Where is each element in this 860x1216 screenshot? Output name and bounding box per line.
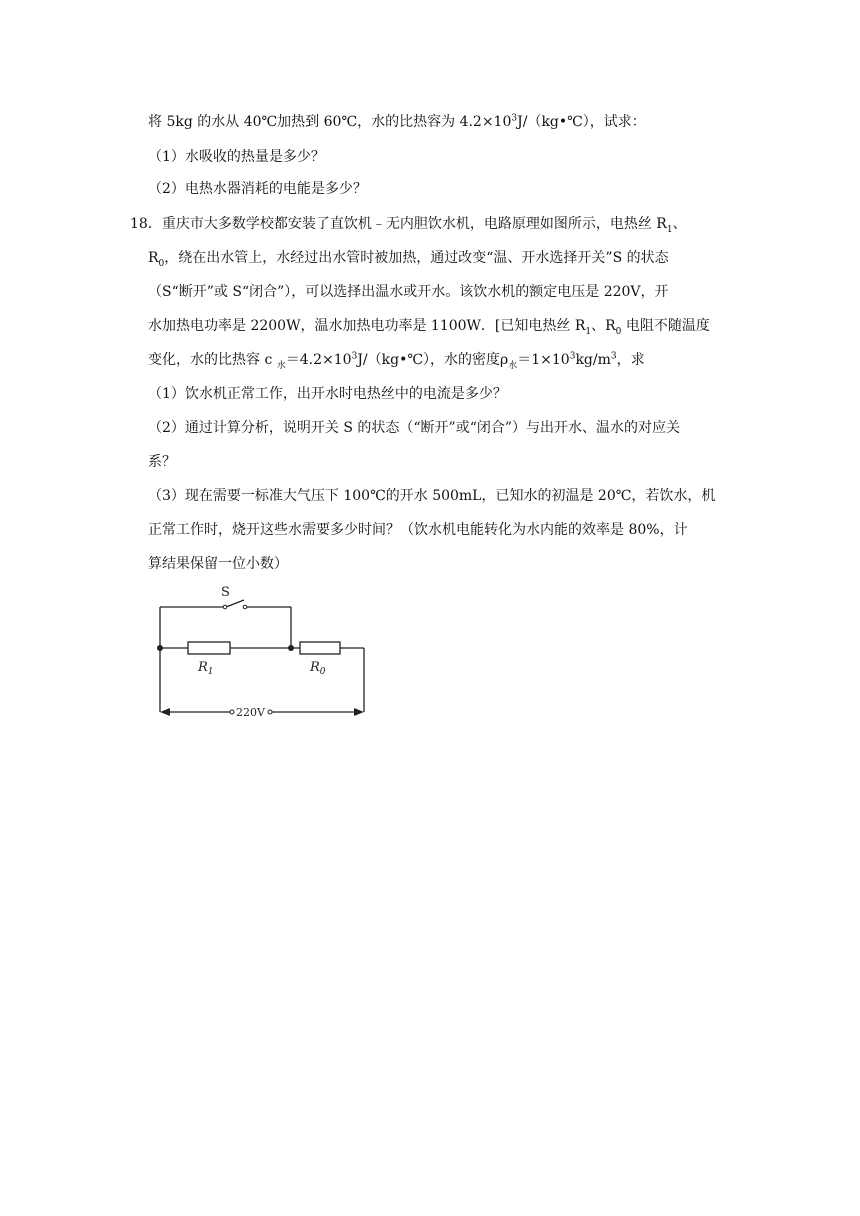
voltage-label: 220V xyxy=(236,706,265,719)
q18-part3-cont-2: 算结果保留一位小数） xyxy=(148,556,288,572)
q18-l5-text: 变化，水的比热容 c xyxy=(148,352,277,368)
q18-part3: （3）现在需要一标准大气压下 100℃的开水 500mL，已知水的初温是 20℃，若饮水，机 xyxy=(148,488,716,504)
q18-l2-text-2: ，绕在出水管上，水经过出水管时被加热，通过改变“温、开水选择开关”S 的状态 xyxy=(164,250,669,266)
q18-line-5 xyxy=(148,350,645,370)
q18-part3-cont: 正常工作时，烧开这些水需要多少时间？（饮水机电能转化为水内能的效率是 80%，计 xyxy=(148,522,688,538)
q18-l2-sub: 0 xyxy=(158,258,165,269)
q18-part2-cont: 系？ xyxy=(148,454,176,470)
r0-label xyxy=(309,660,326,677)
q18-line-2 xyxy=(148,248,669,268)
q18-line-3: （S“断开”或 S“闭合”），可以选择出温水或开水。该饮水机的额定电压是 220V，开 xyxy=(148,284,669,300)
r0-label-sub: 0 xyxy=(319,667,326,677)
r1-label xyxy=(197,660,214,677)
q17-intro-sup: 3 xyxy=(511,113,518,124)
q18-l4-text-3: 电阻不随温度 xyxy=(621,318,710,334)
q18-l5-text-2: ＝4.2×10 xyxy=(285,352,352,368)
q18-l2-text: R xyxy=(148,250,159,266)
q17-part1: （1）水吸收的热量是多少？ xyxy=(148,149,325,165)
q18-number: 18． xyxy=(130,216,162,232)
q18-l5-text-6: ，求 xyxy=(616,352,645,368)
switch-contact-right xyxy=(243,605,247,609)
q18-l4-sub1: 1 xyxy=(585,326,592,337)
switch-contact-left xyxy=(223,605,227,609)
r0-label-letter: R xyxy=(310,660,320,675)
q17-intro-text-2: J/（kg•℃），试求： xyxy=(517,114,646,130)
q18-l5-sub-water: 水 xyxy=(276,360,286,371)
terminal-right xyxy=(268,710,272,714)
resistor-r0 xyxy=(300,642,340,654)
q18-l5-sup-3: 3 xyxy=(610,351,617,362)
resistor-r1 xyxy=(188,642,230,654)
q17-intro xyxy=(148,112,646,132)
r1-label-letter: R xyxy=(198,660,208,675)
q18-l5-sup-2: 3 xyxy=(569,351,576,362)
q18-l5-text-5: kg/m xyxy=(575,352,611,368)
q18-l4-sub0: 0 xyxy=(615,326,622,337)
q18-line-4 xyxy=(148,316,710,336)
q17-intro-text: 将 5kg 的水从 40℃加热到 60℃，水的比热容为 4.2×10 xyxy=(148,114,512,130)
circuit-diagram xyxy=(150,582,380,722)
q18-l4-text: 水加热电功率是 2200W，温水加热电功率是 1100W．[已知电热丝 R xyxy=(148,318,586,334)
q18-part1: （1）饮水机正常工作，出开水时电热丝中的电流是多少？ xyxy=(148,386,507,402)
q18-l5-text-3: J/（kg•℃），水的密度ρ xyxy=(357,352,509,368)
q18-line-1 xyxy=(130,214,687,234)
r1-label-sub: 1 xyxy=(207,667,214,677)
switch-label: S xyxy=(221,585,230,600)
arrowhead-right xyxy=(354,708,364,716)
q18-l4-text-2: 、R xyxy=(591,318,616,334)
q18-l1-text: 重庆市大多数学校都安装了直饮机﹣无内胆饮水机，电路原理如图所示，电热丝 R xyxy=(161,216,667,232)
q18-l5-sub-water-2: 水 xyxy=(508,360,518,371)
q18-l1-text-2: 、 xyxy=(672,216,687,232)
q18-l5-sup: 3 xyxy=(351,351,358,362)
junction-left xyxy=(157,645,163,651)
switch-blade xyxy=(226,600,244,607)
q18-l1-sub: 1 xyxy=(666,224,673,235)
q17-part2: （2）电热水器消耗的电能是多少？ xyxy=(148,181,367,197)
arrowhead-left xyxy=(160,708,170,716)
junction-middle xyxy=(288,645,294,651)
q18-l5-text-4: ＝1×10 xyxy=(517,352,570,368)
q18-part2: （2）通过计算分析，说明开关 S 的状态（“断开”或“闭合”）与出开水、温水的对应关 xyxy=(148,420,681,436)
terminal-left xyxy=(230,710,234,714)
